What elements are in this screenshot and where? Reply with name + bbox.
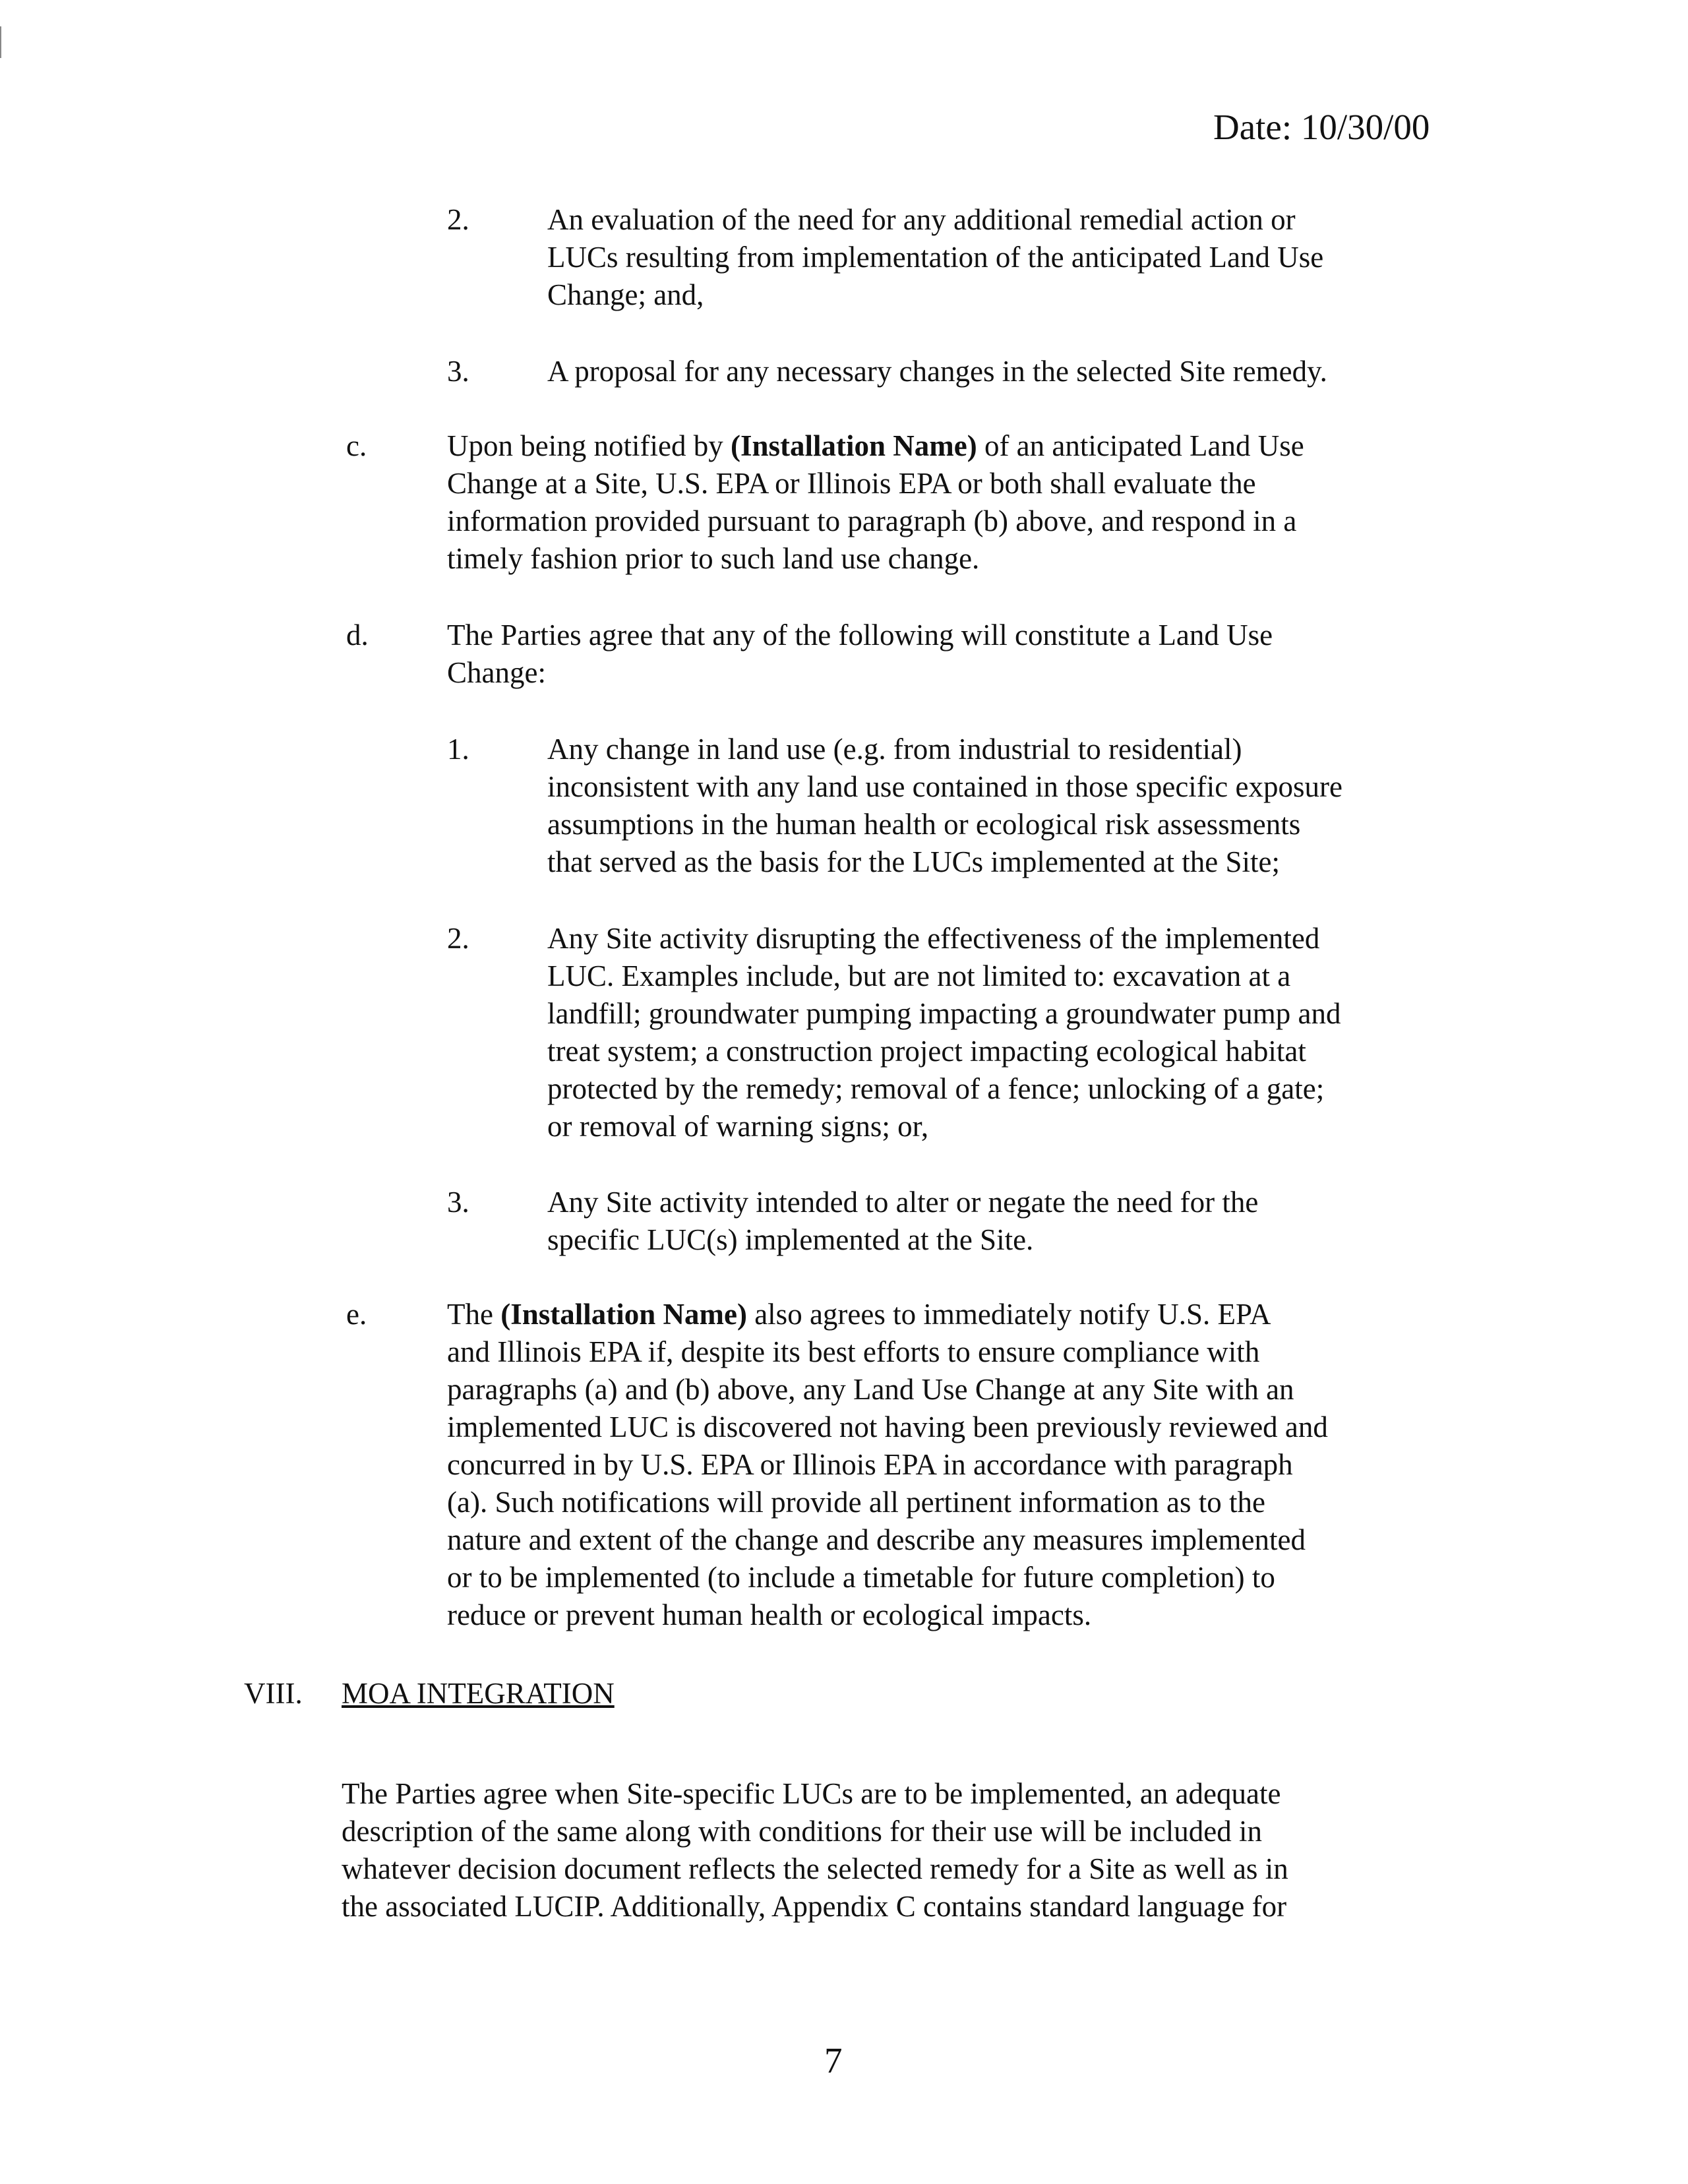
installation-name-placeholder: (Installation Name) (500, 1298, 747, 1331)
page-date: Date: 10/30/00 (1213, 107, 1430, 147)
paragraph-text: of an anticipated Land Use Change at a Site, U.S. EPA or Illinois EPA or both shall evaluate the information provided pursuant to paragraph (b) above, and respond in a timely fashion prior to such land use change. (447, 429, 1304, 575)
list-item-number: 3. (447, 355, 469, 388)
section-heading (342, 1675, 615, 1713)
list-item-text: A proposal for any necessary changes in the selected Site remedy. (547, 355, 1327, 388)
section-title: MOA INTEGRATION (342, 1677, 615, 1710)
list-item-number: 2. (447, 922, 469, 955)
list-item-text: Any Site activity disrupting the effectiveness of the implemented LUC. Examples include, but are not limited to: excavation at a landfill; groundwater pumping impacting a groundwater pump and treat system; a construction project impacting ecological habitat protected by the remedy; removal of a fence; unlocking of a gate; or removal of warning signs; or, (547, 922, 1341, 1143)
scan-mark (0, 26, 1, 58)
paragraph-text: Upon being notified by (447, 429, 731, 462)
paragraph-e (447, 1296, 1328, 1634)
list-item-text: An evaluation of the need for any additional remedial action or LUCs resulting from implementation of the anticipated Land Use Change; and, (547, 203, 1324, 311)
paragraph-label: c. (346, 429, 367, 462)
list-item-number: 3. (447, 1186, 469, 1219)
list-item-number: 1. (447, 733, 469, 766)
paragraph-text: The Parties agree that any of the following will constitute a Land Use Change: (447, 619, 1273, 689)
list-item-text: Any Site activity intended to alter or negate the need for the specific LUC(s) implemented at the Site. (547, 1186, 1259, 1256)
list-item-text: Any change in land use (e.g. from industrial to residential) inconsistent with any land use contained in those specific exposure assumptions in the human health or ecological risk assessments that served as the basis for the LUCs implemented at the Site; (547, 733, 1342, 878)
installation-name-placeholder: (Installation Name) (730, 429, 977, 462)
section-body-text: The Parties agree when Site-specific LUCs are to be implemented, an adequate description of the same along with conditions for their use will be included in whatever decision document reflects the selected remedy for a Site as well as in the associated LUCIP. Additionally, Appendix C contains standard language for (342, 1777, 1288, 1923)
list-item-number: 2. (447, 203, 469, 236)
paragraph-text: The (447, 1298, 501, 1331)
paragraph-c (447, 427, 1304, 578)
paragraph-label: e. (346, 1298, 367, 1331)
page-number: 7 (824, 2040, 843, 2080)
paragraph-label: d. (346, 619, 369, 652)
section-number: VIII. (244, 1677, 303, 1710)
paragraph-text: also agrees to immediately notify U.S. EPA and Illinois EPA if, despite its best efforts to ensure compliance with paragraphs (a) and (b) above, any Land Use Change at any Site with an implemented LUC is discovered not having been previously reviewed and concurred in by U.S. EPA or Illinois EPA in accordance with paragraph (a). Such notifications will provide all pertinent information as to the nature and extent of the change and describe any measures implemented or to be implemented (to include a timetable for future completion) to reduce or prevent human health or ecological impacts. (447, 1298, 1328, 1631)
